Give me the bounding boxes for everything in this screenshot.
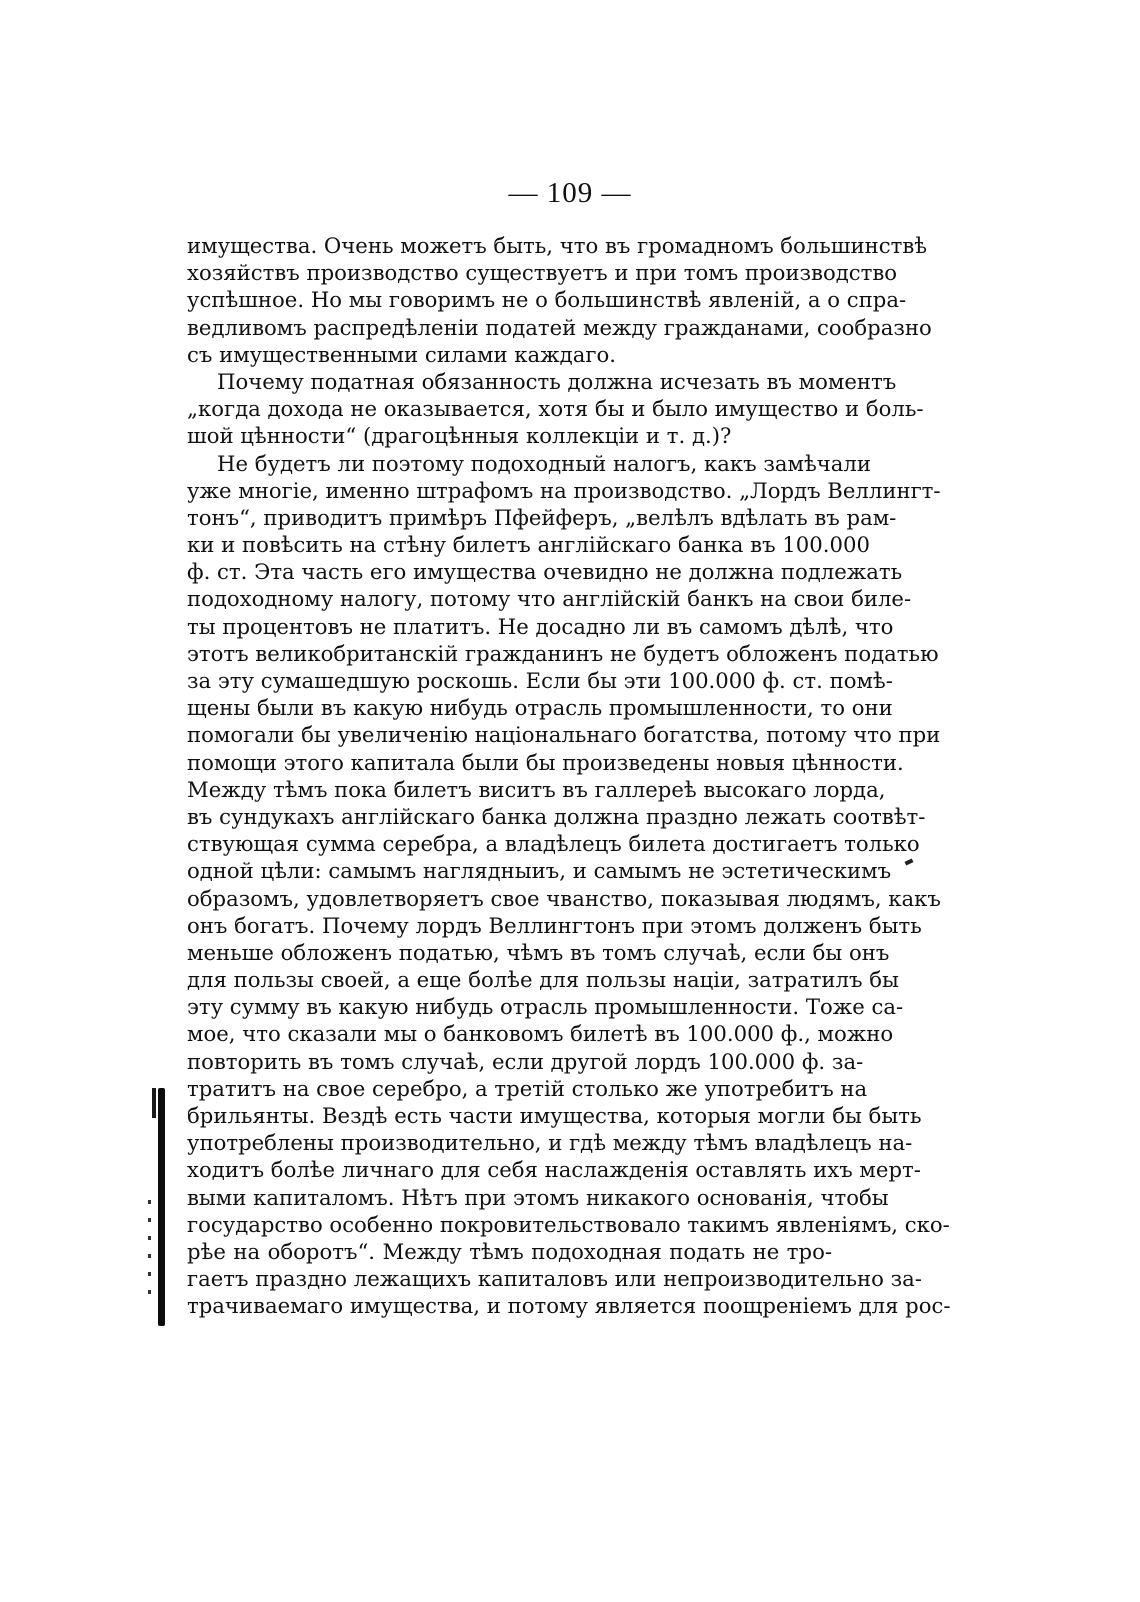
text-line: тратитъ на свое серебро, а третій столько же употребитъ на <box>187 1075 868 1101</box>
text-line: употреблены производительно, и гдѣ между тѣмъ владѣлецъ на- <box>187 1130 913 1156</box>
text-line: государство особенно покровительствовало такимъ явленіямъ, ско- <box>187 1211 950 1237</box>
text-line: ты процентовъ не платитъ. Не досадно ли въ самомъ дѣлѣ, что <box>187 613 894 639</box>
text-line: тонъ“, приводитъ примѣръ Пфейферъ, „велѣлъ вдѣлать въ рам- <box>187 504 897 530</box>
text-line: подоходному налогу, потому что англійскій банкъ на свои биле- <box>187 586 912 612</box>
text-line: рѣе на оборотъ“. Между тѣмъ подоходная подать не тро- <box>187 1238 832 1264</box>
text-line: онъ богатъ. Почему лордъ Веллингтонъ при этомъ долженъ быть <box>187 912 922 938</box>
text-line: успѣшное. Но мы говоримъ не о большинствѣ явленій, а о спра- <box>187 287 907 313</box>
margin-binding-mark <box>158 1088 165 1326</box>
text-line: Между тѣмъ пока билетъ виситъ въ галлереѣ высокаго лорда, <box>187 776 886 802</box>
margin-ink-mark <box>905 858 914 865</box>
text-line: Почему податная обязанность должна исчезать въ моментъ <box>217 368 897 394</box>
text-line: ведливомъ распредѣленіи податей между гражданами, сообразно <box>187 314 932 340</box>
text-line: трачиваемаго имущества, и потому является поощреніемъ для рос- <box>187 1293 951 1319</box>
text-line: этотъ великобританскій гражданинъ не будетъ обложенъ податью <box>187 640 939 666</box>
text-line: ф. ст. Эта часть его имущества очевидно не должна подлежать <box>187 559 903 585</box>
text-line: эту сумму въ какую нибудь отрасль промышленности. Тоже са- <box>187 994 904 1020</box>
margin-scan-artifact <box>148 1200 151 1300</box>
text-line: брильянты. Вездѣ есть части имущества, которыя могли бы быть <box>187 1103 922 1128</box>
text-line: гаетъ праздно лежащихъ капиталовъ или непроизводительно за- <box>187 1266 922 1292</box>
text-line: хозяйствъ производство существуетъ и при томъ производство <box>187 260 898 286</box>
text-line: одной цѣли: самымъ наглядныиъ, и самымъ не эстетическимъ <box>187 858 892 884</box>
body-text <box>187 232 951 1320</box>
text-line: помогали бы увеличенію національнаго богатства, потому что при <box>187 722 941 748</box>
text-line: образомъ, удовлетворяетъ свое чванство, показывая людямъ, какъ <box>187 885 941 911</box>
text-line: имущества. Очень можетъ быть, что въ громадномъ большинствѣ <box>187 233 928 258</box>
text-line: выми капиталомъ. Нѣтъ при этомъ никакого основанія, чтобы <box>187 1184 889 1210</box>
text-line: шой цѣнности“ (драгоцѣнныя коллекціи и т. д.)? <box>187 423 732 449</box>
text-line: ходитъ болѣе личнаго для себя наслажденія оставлять ихъ мерт- <box>187 1157 921 1183</box>
text-line: уже многіе, именно штрафомъ на производство. „Лордъ Веллингт- <box>187 477 941 503</box>
page-number: — 109 — <box>508 177 632 209</box>
text-line: въ сундукахъ англійскаго банка должна праздно лежать соотвѣт- <box>187 803 926 829</box>
text-line: „когда дохода не оказывается, хотя бы и было имущество и боль- <box>187 396 924 422</box>
text-line: повторить въ томъ случаѣ, если другой лордъ 100.000 ф. за- <box>187 1048 864 1074</box>
text-line: за эту сумашедшую роскошь. Если бы эти 100.000 ф. ст. помѣ- <box>187 668 893 693</box>
text-line: ствующая сумма серебра, а владѣлецъ билета достигаетъ только <box>187 831 920 857</box>
margin-binding-mark-edge <box>152 1088 156 1118</box>
text-line: мое, что сказали мы о банковомъ билетѣ въ 100.000 ф., можно <box>187 1021 894 1047</box>
text-line: помощи этого капитала были бы произведены новыя цѣнности. <box>187 749 904 775</box>
text-line: Не будетъ ли поэтому подоходный налогъ, какъ замѣчали <box>217 450 871 476</box>
text-line: съ имущественными силами каждаго. <box>187 341 616 367</box>
text-line: меньше обложенъ податью, чѣмъ въ томъ случаѣ, если бы онъ <box>187 939 890 965</box>
text-line: ки и повѣсить на стѣну билетъ англійскаго банка въ 100.000 <box>187 532 870 558</box>
text-line: щены были въ какую нибудь отрасль промышленности, то они <box>187 695 893 721</box>
text-line: для пользы своей, а еще болѣе для пользы націи, затратилъ бы <box>187 967 899 993</box>
